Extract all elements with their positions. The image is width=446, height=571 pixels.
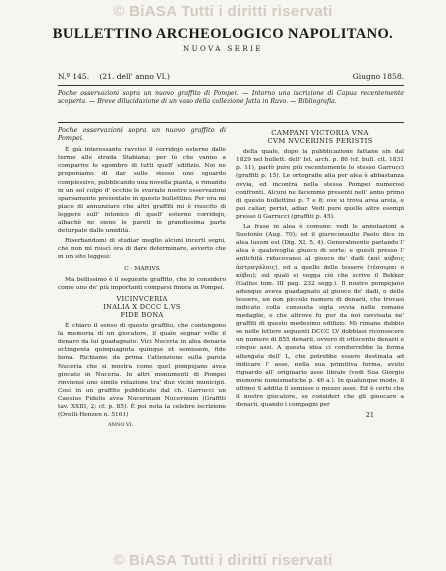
inscription-line: FIDE BONA xyxy=(120,310,164,319)
inscription-line: INALIA X DCCC L.VS xyxy=(103,302,181,311)
series-label: NUOVA SERIE xyxy=(182,45,264,53)
copyright-watermark: © BiASA Tutti i diritti riservati xyxy=(113,3,333,20)
paragraph: La frase in alea è comune: vedi le annotazioni a Suetonio (Aug. 70); ed il giureconsulto Paolo dice in alea lusum est (Dig. XI, 5, 4). Generalmente parlando l' alea è qualsivoglia giuoco di sorte; e questi presso l' antichità riducevansi al giuoco de' dadi (καὶ κύβοις ἀστραγάλοις), ed a quello delle tessere (τέσσεραι ο κύβοι); sul quali si vegga ciò che scrive il Bekker (Gallus tom. III pag. 232 segg.). Il nostro pompejano adunque aveva guadagnato al giuoco de' dadi, o delle tessere, un non piccolo numero di denarii, che trovasi indicato colla consueta sigla ovvia nelle romane medaglie, e che altrove fu pur da noi ravvisata ne' graffiti di questo medesimo edifizio. Mi rimane dubbio se nelle lettere seguenti DCCC LV dobbiasi riconoscere un numero di 855 denarii, ovvero di ottocento denarii e cinque assi. A questa idea ci condurrebbe la forma allungata dell' L, che potrebbe essere destinata ad indicare l' asse, nella sua primitiva forma, avuto riguardo all' originario asse librale (vedi Sua Giorgio memorie numismatiche p. 46 a.). In qualunque modo, il ultimo S addita il semisse o mezzo asse. Ed è certo che il nostro giocatore, se consideri che gli giuocare a denarii, quando i compagni per xyxy=(236,224,404,409)
top-rule xyxy=(58,85,404,86)
paragraph: È già interessante ravviso il corridojo esterno dalle terme alle strada Stabiana; per lo che vanno a comparire lo sgombro di tutti quell' edifizio. Noi ne proponiamo di dar sulle stesso uno sguardo complessivo, pubblicando una novella pianta, e rimando in un sol colpo d' occhio le svariate nostre osservazioni sparsamente presentate in questo bullettino. Per ora mi piace di annunziare che altri graffiti mi è riuscito di leggere sull' intonico di quell' esterno corridojo, albachè ne sieno le pareti in grandissima parte deturpate dalle umidità. xyxy=(58,147,226,235)
inscription-line: CAMPANI VICTORIA VNA xyxy=(271,129,369,137)
capua-inscription xyxy=(236,129,404,145)
inscription-line: CVM NVCERINIS PERISTIS xyxy=(267,137,373,146)
issue-info xyxy=(58,72,404,81)
graffito-inscription xyxy=(58,295,226,319)
right-column xyxy=(236,126,404,421)
left-column xyxy=(58,126,226,431)
signature-mark: ANNO VI. xyxy=(108,422,134,429)
summary-rule xyxy=(58,122,404,123)
paragraph: È chiaro il senso di questo graffito, che contengono la memoria di un giocatore, il quale segnar volle il denaro da lui guadagnato: Vici Nuceria in alea denaria octingenta quinquaginta quinque et semissem, fide bona. Richiamo da prima l'attenzione sulla parola Nuceria che si mostra come quel pompejano avea giocato in Nuceria. In altri monumenti di Pompei rinviensi uno simile relazione tra' due vicini municipii. Così in un graffito pubblicato dal ch. Garrucci un Caesius Fidelis avea Nucerinam Nucerinum (Graffiti tav. XXIII, 2; cf. p. 85). È poi nota la celebre iscrizione (Orelli-Henzen n. 5161) xyxy=(58,323,226,419)
copyright-watermark-bottom: © BiASA Tutti i diritti riservati xyxy=(113,552,333,569)
masthead xyxy=(0,26,446,53)
paragraph: Ma bellissimo è il seguente graffito, che lo considero come uno de' più importanti comparsi finora in Pompei. xyxy=(58,276,226,291)
inscription-line: VICINVCERIA xyxy=(116,294,168,303)
issue-date: Giugno 1858. xyxy=(352,72,404,81)
paragraph: della quale, dopo la pubblicazione fattane sin dal 1829 nel bullett. dell' Ist. arch. p. 86 (cf. bull. cit. 1831 p. 11), parlò pure più recentemente lo stesso Garrucci (graffiti p. 15). Le ortografie alia per alea è abbastanza ovvia, ed incontra nella stessa Pompei numerosi confronti. Alcuni ne facemmo presenti nell' anno primo di questo bullettino p. 7 e 8; ove si trova area areia, e poi caliar, perist, adiar. Vedi pure quelle altre esempi presso il Garrucci (graffiti p. 45). xyxy=(236,149,404,220)
page-number: 21 xyxy=(365,411,374,420)
paragraph: Riserbandomi di studiar meglio alcuni incerti segni, che non mi riuscì ora di dare determinare, avverto che in un sito leggesi: xyxy=(58,238,226,261)
inscription-marius: C · MARIVS xyxy=(124,265,160,272)
volume-info: (21. dell' anno VI.) xyxy=(99,72,170,81)
journal-title: BULLETTINO ARCHEOLOGICO NAPOLITANO. xyxy=(52,26,394,42)
issue-number: N.º 145. xyxy=(58,72,90,81)
article-heading: Poche osservazioni sopra un nuovo graffito di Pompei. xyxy=(58,126,226,143)
contents-summary: Poche osservazioni sopra un nuovo graffito di Pompei. — Intorno una iscrizione di Capua recentemente scoperta. — Breve dilucidazione di un vaso della collezione Jatta in Ruvo. — Bibliografia. xyxy=(58,90,404,106)
